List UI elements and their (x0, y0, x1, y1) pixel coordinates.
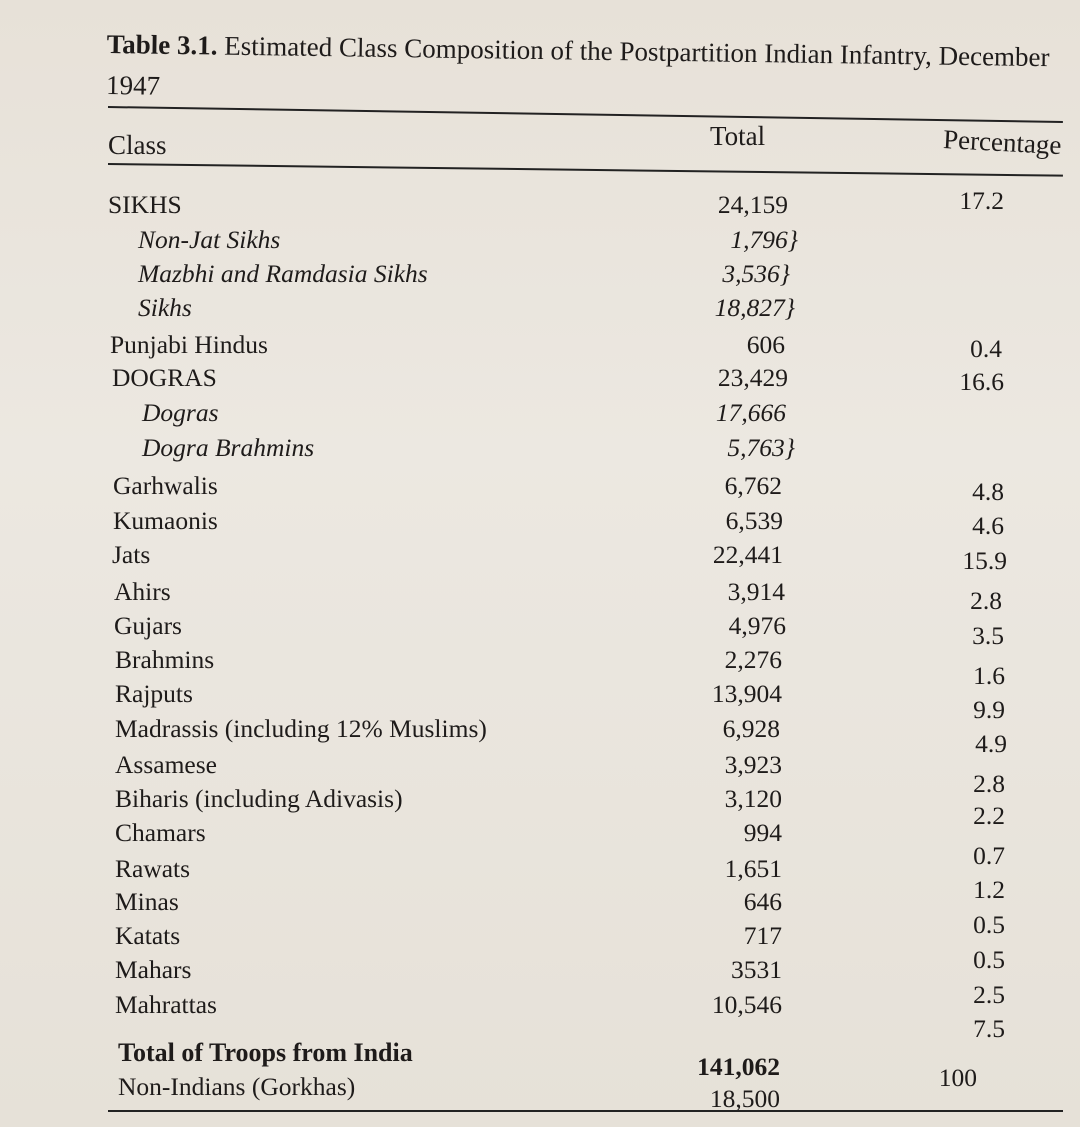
class-total: 24,159 (717, 190, 788, 219)
class-name: Mahars (115, 955, 192, 984)
class-total: 3,536} (722, 259, 790, 288)
class-name: Katats (115, 921, 181, 950)
class-name: SIKHS (108, 190, 182, 219)
class-name: Chamars (115, 818, 206, 847)
class-name: Brahmins (115, 645, 215, 674)
class-total: 606 (746, 330, 785, 359)
class-percentage: 7.5 (973, 1014, 1005, 1043)
class-name: Sikhs (138, 293, 192, 322)
class-total: 3,914 (727, 577, 785, 606)
class-name: Garhwalis (113, 471, 218, 500)
class-name: Minas (115, 887, 179, 916)
class-percentage: 4.9 (975, 729, 1007, 758)
class-name: Rajputs (115, 679, 193, 708)
class-percentage: 2.2 (973, 801, 1005, 830)
class-name: Punjabi Hindus (110, 330, 268, 359)
class-percentage: 4.8 (972, 477, 1004, 506)
class-name: Dogra Brahmins (142, 433, 315, 462)
class-percentage: 0.7 (973, 841, 1005, 870)
class-name: Madrassis (including 12% Muslims) (115, 714, 487, 743)
class-name: Ahirs (114, 577, 171, 606)
class-name: Biharis (including Adivasis) (115, 784, 403, 813)
header-class: Class (108, 130, 167, 160)
class-total: 2,276 (724, 645, 782, 674)
class-total: 646 (743, 887, 782, 916)
class-percentage: 0.4 (970, 334, 1002, 363)
class-percentage: 1.6 (973, 661, 1005, 690)
class-name: Non-Indians (Gorkhas) (118, 1072, 356, 1101)
class-total: 5,763} (727, 433, 795, 462)
class-total: 3,923 (724, 750, 782, 779)
class-name: Total of Troops from India (118, 1038, 413, 1067)
class-percentage: 0.5 (973, 910, 1005, 939)
class-total: 4,976 (728, 611, 786, 640)
class-total: 6,762 (724, 471, 782, 500)
class-name: DOGRAS (112, 363, 217, 392)
class-percentage: 4.6 (972, 511, 1004, 540)
bottom-rule (108, 1110, 1063, 1112)
header-total: Total (710, 121, 766, 151)
class-name: Assamese (115, 750, 217, 779)
class-total: 717 (743, 921, 782, 950)
class-total: 23,429 (717, 363, 788, 392)
class-percentage: 17.2 (959, 186, 1004, 215)
table-label: Table 3.1. (106, 28, 218, 61)
class-percentage: 1.2 (973, 875, 1005, 904)
class-total: 141,062 (697, 1052, 780, 1081)
class-percentage: 2.8 (973, 769, 1005, 798)
class-total: 13,904 (711, 679, 782, 708)
class-total: 6,928 (722, 714, 780, 743)
class-name: Jats (112, 540, 151, 569)
class-percentage: 15.9 (962, 546, 1007, 575)
class-name: Rawats (115, 854, 191, 883)
class-name: Non-Jat Sikhs (138, 225, 281, 254)
class-name: Gujars (114, 611, 182, 640)
class-name: Mazbhi and Ramdasia Sikhs (138, 259, 428, 288)
class-total: 6,539 (725, 506, 783, 535)
class-total: 3531 (731, 955, 782, 984)
class-percentage: 9.9 (973, 695, 1005, 724)
class-name: Kumaonis (113, 506, 218, 535)
class-total: 10,546 (711, 990, 782, 1019)
header-percentage: Percentage (942, 124, 1063, 161)
class-total: 3,120 (724, 784, 782, 813)
class-total: 994 (743, 818, 782, 847)
class-total: 22,441 (712, 540, 783, 569)
class-percentage: 0.5 (973, 945, 1005, 974)
class-percentage: 16.6 (959, 367, 1004, 396)
class-name: Dogras (142, 398, 219, 427)
class-percentage: 100 (938, 1063, 977, 1092)
class-total: 1,796} (730, 225, 798, 254)
class-total: 18,500 (709, 1084, 780, 1113)
class-name: Mahrattas (115, 990, 217, 1019)
table-title: Estimated Class Composition of the Postpartition Indian Infantry, December 1947 (105, 30, 1050, 101)
class-percentage: 2.8 (970, 586, 1002, 615)
class-total: 1,651 (724, 854, 782, 883)
class-total: 18,827} (714, 293, 795, 322)
class-total: 17,666 (715, 398, 786, 427)
class-percentage: 3.5 (972, 621, 1004, 650)
class-percentage: 2.5 (973, 980, 1005, 1009)
